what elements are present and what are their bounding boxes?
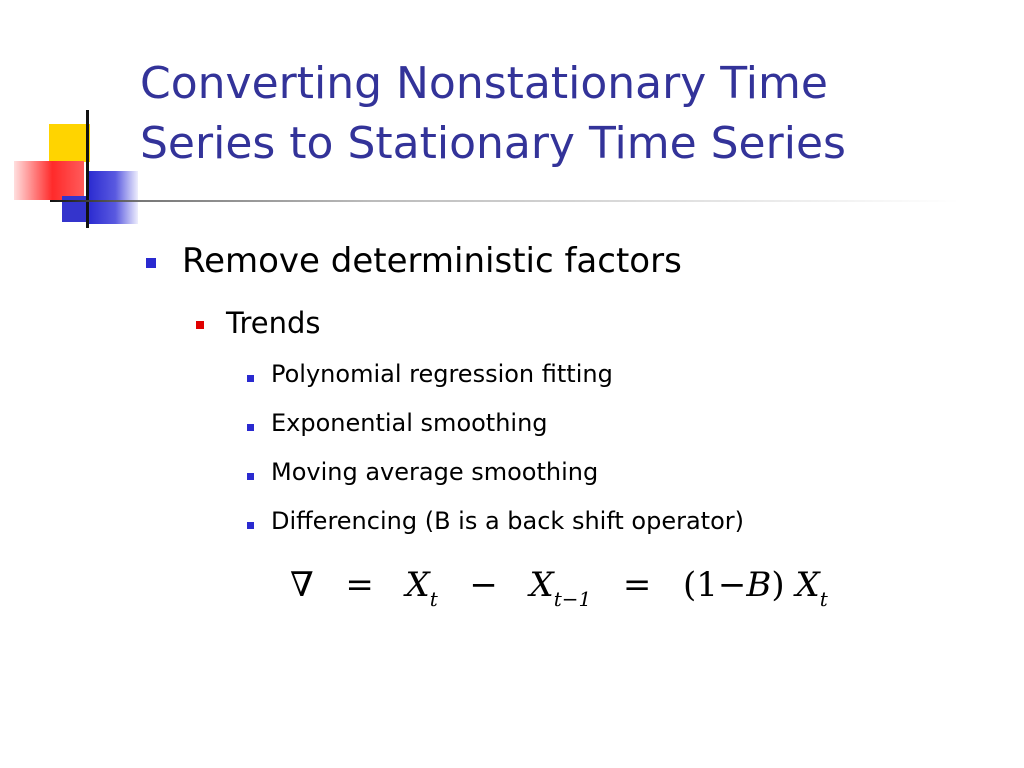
minus-sign: − (717, 565, 747, 605)
bullet-square-icon (146, 258, 156, 268)
slide-title-line-1: Converting Nonstationary Time (140, 58, 828, 109)
variable-b: B (746, 565, 772, 605)
equals-sign: = (345, 565, 374, 605)
subscript-t: t (429, 587, 438, 611)
bullet-square-icon (196, 321, 204, 329)
bullet-square-icon (247, 375, 254, 382)
equals-sign: = (622, 565, 652, 605)
bullet-level3-polynomial: Polynomial regression fitting (271, 360, 613, 388)
close-paren: ) (771, 565, 785, 605)
variable-x: X (795, 565, 820, 605)
slide-title (140, 54, 980, 174)
bullet-square-icon (247, 522, 254, 529)
bullet-level3-moving-average: Moving average smoothing (271, 458, 599, 486)
bullet-level3-differencing: Differencing (B is a back shift operator) (271, 507, 744, 535)
bullet-square-icon (247, 424, 254, 431)
logo-red-square (14, 161, 84, 200)
variable-x: X (529, 565, 554, 605)
bullet-square-icon (247, 473, 254, 480)
title-divider-line (50, 200, 960, 202)
subscript-t: t (819, 587, 828, 611)
subscript-t-minus-1: t−1 (553, 587, 592, 611)
differencing-equation (290, 560, 828, 624)
nabla-symbol: ∇ (290, 565, 314, 605)
bullet-level2-trends: Trends (226, 306, 321, 340)
minus-sign: − (469, 565, 498, 605)
bullet-level1-remove-deterministic: Remove deterministic factors (182, 241, 682, 281)
open-paren-one: (1 (683, 565, 718, 605)
bullet-level3-exponential: Exponential smoothing (271, 409, 548, 437)
logo-blue-square (88, 171, 138, 224)
logo-vertical-line (86, 110, 89, 228)
slide-title-line-2: Series to Stationary Time Series (140, 118, 846, 169)
logo-yellow-square (49, 124, 90, 162)
variable-x: X (405, 565, 430, 605)
